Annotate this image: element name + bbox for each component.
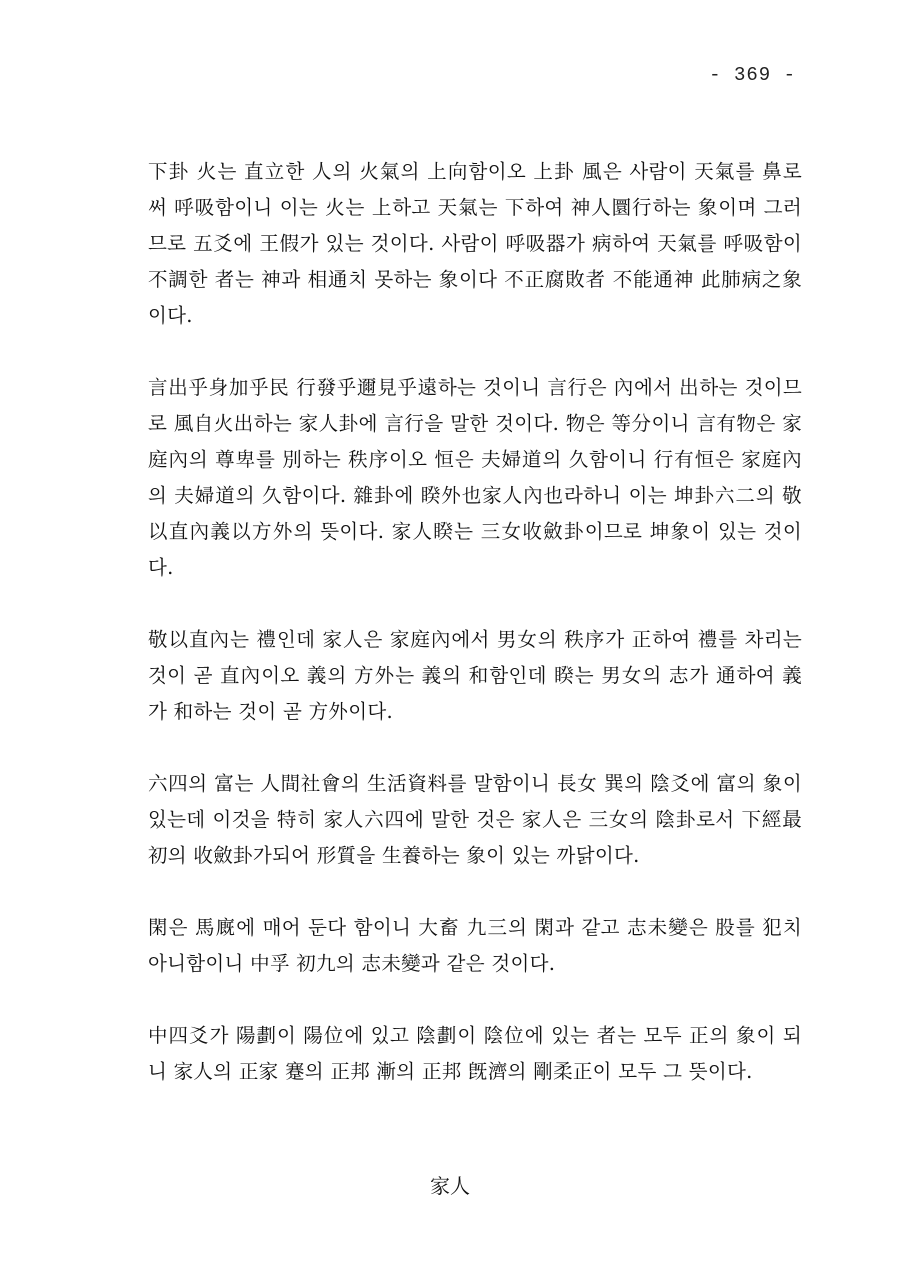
paragraph-1: 下卦 火는 直立한 人의 火氣의 上向함이오 上卦 風은 사람이 天氣를 鼻로 써 呼吸함이니 이는 火는 上하고 天氣는 下하여 神人圜行하는 象이며 그러므로 五爻에 王假가 있는 것이다. 사람이 呼吸器가 病하여 天氣를 呼吸함이 不調한 者는 神과 相通치 못하는 象이다 不正腐敗者 不能通神 此肺病之象이다. bbox=[148, 160, 802, 327]
paragraph-4: 六四의 富는 人間社會의 生活資料를 말함이니 長女 巽의 陰爻에 富의 象이 있는데 이것을 特히 家人六四에 말한 것은 家人은 三女의 陰卦로서 下經最初의 收斂卦가되어 形質을 生養하는 象이 있는 까닭이다. bbox=[148, 772, 802, 867]
paragraph-6: 中四爻가 陽劃이 陽位에 있고 陰劃이 陰位에 있는 者는 모두 正의 象이 되니 家人의 正家 蹇의 正邦 漸의 正邦 旣濟의 剛柔正이 모두 그 뜻이다. bbox=[148, 1024, 802, 1083]
paragraph-3: 敬以直內는 禮인데 家人은 家庭內에서 男女의 秩序가 正하여 禮를 차리는 것이 곧 直內이오 義의 方外는 義의 和함인데 睽는 男女의 志가 通하여 義가 和하는 것이 곧 方外이다. bbox=[148, 628, 802, 723]
paragraph-5: 閑은 馬廐에 매어 둔다 함이니 大畜 九三의 閑과 같고 志未變은 股를 犯치 아니함이니 中孚 初九의 志未變과 같은 것이다. bbox=[148, 916, 802, 975]
page-footer-title: 家人 bbox=[430, 1174, 470, 1198]
document-body bbox=[148, 154, 802, 1126]
paragraph-2: 言出乎身加乎民 行發乎邇見乎遠하는 것이니 言行은 內에서 出하는 것이므로 風自火出하는 家人卦에 言行을 말한 것이다. 物은 等分이니 言有物은 家庭內의 尊卑를 別하는 秩序이오 恒은 夫婦道의 久함이니 行有恒은 家庭內의 夫婦道의 久함이다. 雜卦에 睽外也家人內也라하니 이는 坤卦六二의 敬以直內義以方外의 뜻이다. 家人睽는 三女收斂卦이므로 坤象이 있는 것이다. bbox=[148, 376, 802, 579]
page-number: - 369 - bbox=[709, 64, 796, 86]
